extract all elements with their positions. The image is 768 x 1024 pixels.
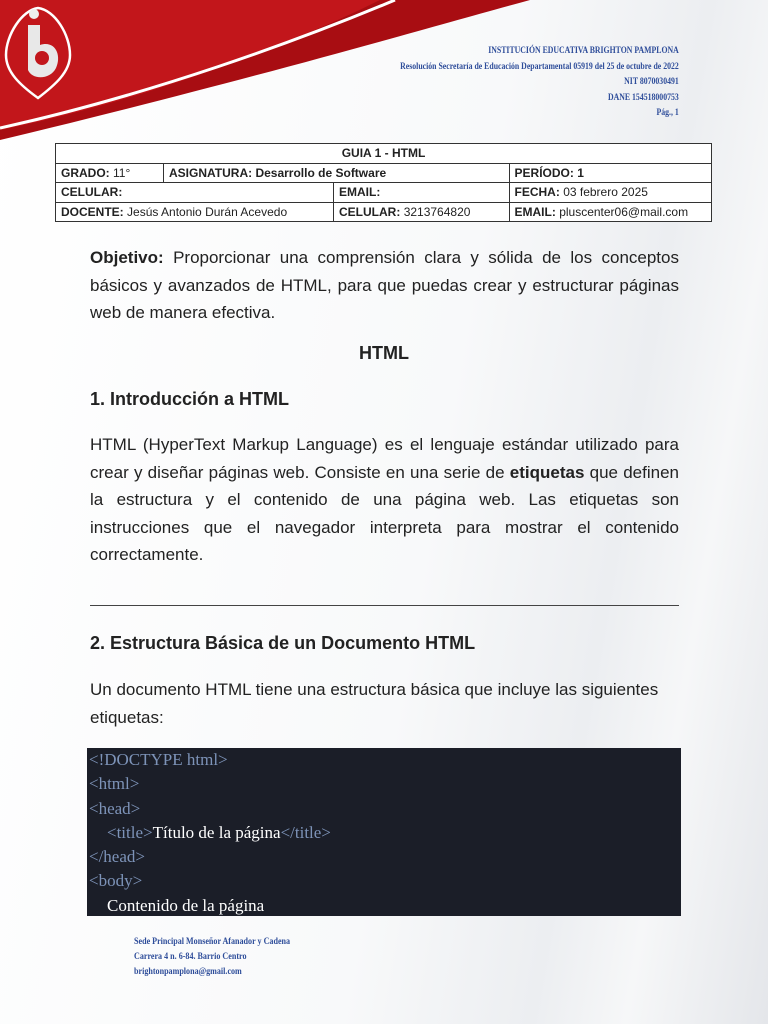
dane: DANE 154518000753 (608, 92, 679, 103)
docente-cell: DOCENTE: Jesús Antonio Durán Acevedo (56, 202, 334, 222)
footer-line: Carrera 4 n. 6-84. Barrio Centro (134, 952, 247, 962)
docente-celular-cell: CELULAR: 3213764820 (334, 202, 510, 222)
guide-title: GUIA 1 - HTML (56, 144, 712, 164)
footer-email: brightonpamplona@gmail.com (134, 967, 242, 977)
asignatura-cell: ASIGNATURA: Desarrollo de Software (164, 163, 510, 183)
section1-heading: 1. Introducción a HTML (90, 389, 290, 409)
footer-address (134, 935, 290, 980)
code-line: <body> (89, 871, 143, 891)
code-line: <!DOCTYPE html> (89, 750, 228, 769)
fecha-cell: FECHA: 03 febrero 2025 (509, 183, 711, 203)
institution-header (400, 44, 679, 122)
objective-paragraph: Objetivo: Proporcionar una comprensión clara y sólida de los conceptos básicos y avanzados de HTML, para que puedas crear y estructurar páginas web de manera efectiva. (90, 248, 679, 323)
code-line: <head> (89, 798, 141, 818)
docente-email-cell: EMAIL: pluscenter06@mail.com (509, 202, 711, 222)
main-title: HTML (359, 343, 409, 363)
nit: NIT 8070030491 (624, 77, 679, 87)
page-number: Pág., 1 (656, 108, 679, 118)
resolution: Resolución Secretaría de Educación Departamental 05919 del 25 de octubre de 2022 (400, 61, 679, 72)
divider (90, 605, 679, 606)
code-line: <html> (89, 774, 140, 794)
institution-name: INSTITUCIÓN EDUCATIVA BRIGHTON PAMPLONA (488, 46, 679, 56)
periodo-cell: PERÍODO: 1 (509, 163, 711, 183)
footer-line: Sede Principal Monseñor Afanador y Cadena (134, 937, 291, 947)
guide-info-table (55, 143, 712, 222)
section1-paragraph: HTML (HyperText Markup Language) es el lenguaje estándar utilizado para crear y diseñar páginas web. Consiste en una serie de etiquetas que definen la estructura y el contenido de una página web. Las etiquetas son instrucciones que el navegador interpreta para mostrar el contenido correctamente. (90, 435, 679, 565)
code-block (87, 748, 681, 916)
code-line: Contenido de la página (107, 895, 265, 915)
grado-cell: GRADO: 11° (56, 163, 164, 183)
section2-paragraph: Un documento HTML tiene una estructura básica que incluye las siguientes etiquetas: (90, 680, 659, 727)
celular-cell: CELULAR: (56, 183, 334, 203)
code-line: <title>Título de la página</title> (107, 822, 331, 842)
code-line: </head> (89, 847, 145, 867)
section2-heading: 2. Estructura Básica de un Documento HTML (90, 633, 476, 653)
email-cell: EMAIL: (334, 183, 510, 203)
